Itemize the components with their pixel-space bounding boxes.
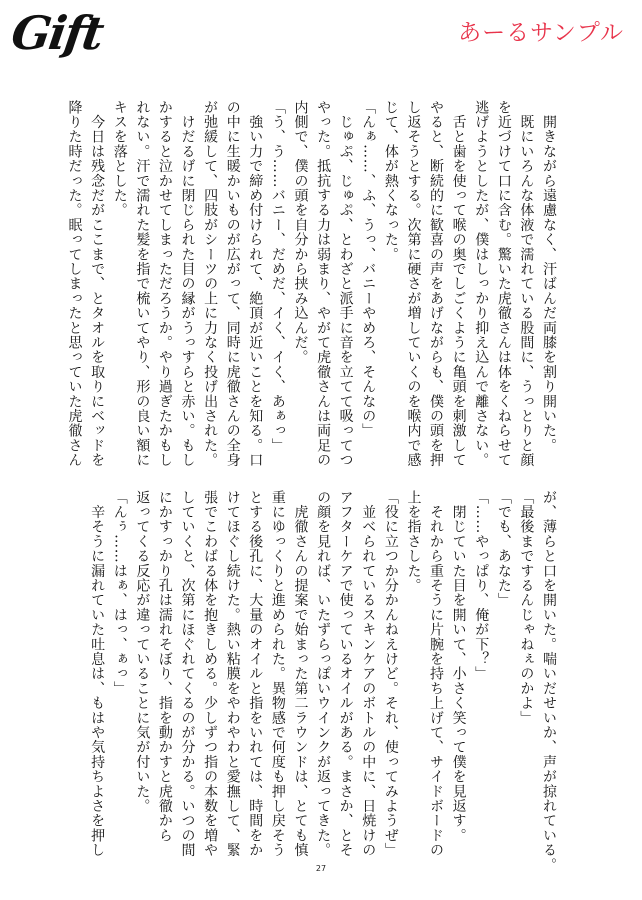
text-line: 「んぅ……はぁ、はっ、ぁっ」 <box>111 490 128 696</box>
text-line: やると、断続的に歓喜の声をあげながらも、僕の頭を押 <box>428 100 445 468</box>
text-line: やった。抵抗する力は弱まり、やがて虎徹さんは両足の <box>315 100 332 468</box>
text-line: 上を指さした。 <box>405 490 422 593</box>
text-line: 今日は残念だがここまで、とタオルを取りにベッドを <box>89 100 106 468</box>
page-number: 27 <box>315 864 327 873</box>
text-line: れない。汗で濡れた髪を指で梳いてやり、形の良い額に <box>134 100 151 468</box>
text-line: 「んぁ……、ふ、うっ、バニーやめろ、そんなの」 <box>360 100 377 439</box>
text-line: 閉じていた目を開いて、小さく笑って僕を見返す。 <box>450 490 467 843</box>
text-line: 既にいろんな体液で濡れている股間に、うっとりと顔 <box>518 100 535 468</box>
text-line: それから重そうに片腕を持ち上げて、サイドボードの <box>428 490 445 858</box>
text-line: 張でこわばる体を抱きしめる。少しずつ指の本数を増や <box>202 490 219 858</box>
text-line: とする後孔に、大量のオイルと指をいれては、時間をか <box>247 490 264 858</box>
text-line: 返ってくる反応が違っていることに気が付いた。 <box>134 490 151 814</box>
text-line: 「う、う……バニー、だめだ、イく、イく、あぁっ」 <box>269 100 286 453</box>
text-line: し返そうとする。次第に硬さが増していくのを喉内で感 <box>405 100 422 468</box>
text-line: 辛そうに漏れていた吐息は、もはや気持ちよさを押し <box>89 490 106 858</box>
gift-logo: Gift <box>8 6 106 60</box>
text-line: 「でも、あなた」 <box>495 490 512 608</box>
text-line: かすると泣かせてしまっただろうか。やり過ぎたかもし <box>156 100 173 468</box>
sample-label: あーるサンプル <box>458 20 624 46</box>
text-line: けだるげに閉じられた目の縁がうっすらと赤い。もし <box>179 100 196 468</box>
text-line: を近づけて口に含む。驚いた虎徹さんは体をくねらせて <box>495 100 512 468</box>
text-line: 降りた時だった。眠ってしまったと思っていた虎徹さん <box>66 100 83 468</box>
text-line: 逃げようとしたが、僕はしっかり抑え込んで離さない。 <box>473 100 490 468</box>
text-line: が弛緩して、四肢がシーツの上に力なく投げ出された。 <box>202 100 219 468</box>
text-line: 重にゆっくりと進められた。異物感で何度も押し戻そう <box>269 490 286 858</box>
upper-text-block <box>66 100 560 478</box>
text-line: していくと、次第にほぐれてくるのが分かる。いつの間 <box>179 490 196 858</box>
text-line: 「役に立つか分かんねえけど。それ、使ってみようぜ」 <box>382 490 399 858</box>
text-line: じて、体が熱くなった。 <box>382 100 399 262</box>
text-line: 舌と歯を使って喉の奥でしごくように亀頭を刺激して <box>450 100 467 468</box>
text-line: にかすっかり孔は濡れそぼり、指を動かすと虎徹から <box>156 490 173 843</box>
text-line: の顔を見れば、いたずらっぽいウインクが返ってきた。 <box>315 490 332 858</box>
text-line: アフターケアで使っているオイルがある。まさか、とそ <box>337 490 354 858</box>
text-line: キスを落とした。 <box>111 100 128 218</box>
text-line: が、薄らと口を開いた。喘いだせいか、声が掠れている。 <box>541 490 557 873</box>
text-line: 強い力で締め付けられて、絶頂が近いことを知る。口 <box>247 100 264 468</box>
text-line: 「……やっぱり、俺が下？」 <box>473 490 490 682</box>
text-line: 「最後までするんじゃねぇのかよ」 <box>518 490 535 726</box>
text-line: 開きながら遠慮なく、汗ばんだ両膝を割り開いた。 <box>541 100 557 453</box>
text-line: けてほぐし続けた。熱い粘膜をやわやわと愛撫して、緊 <box>224 490 241 858</box>
text-line: 虎徹さんの提案で始まった第二ラウンドは、とても慎 <box>292 490 309 858</box>
text-line: 並べられているスキンケアのボトルの中に、日焼けの <box>360 490 377 858</box>
text-line: の中に生暖かいものが広がって、同時に虎徹さんの全身 <box>224 100 241 468</box>
text-line: じゅぷ、じゅぷ、とわざと派手に音を立てて吸ってつ <box>337 100 354 468</box>
text-line: 内側で、僕の頭を自分から挟み込んだ。 <box>292 100 309 365</box>
